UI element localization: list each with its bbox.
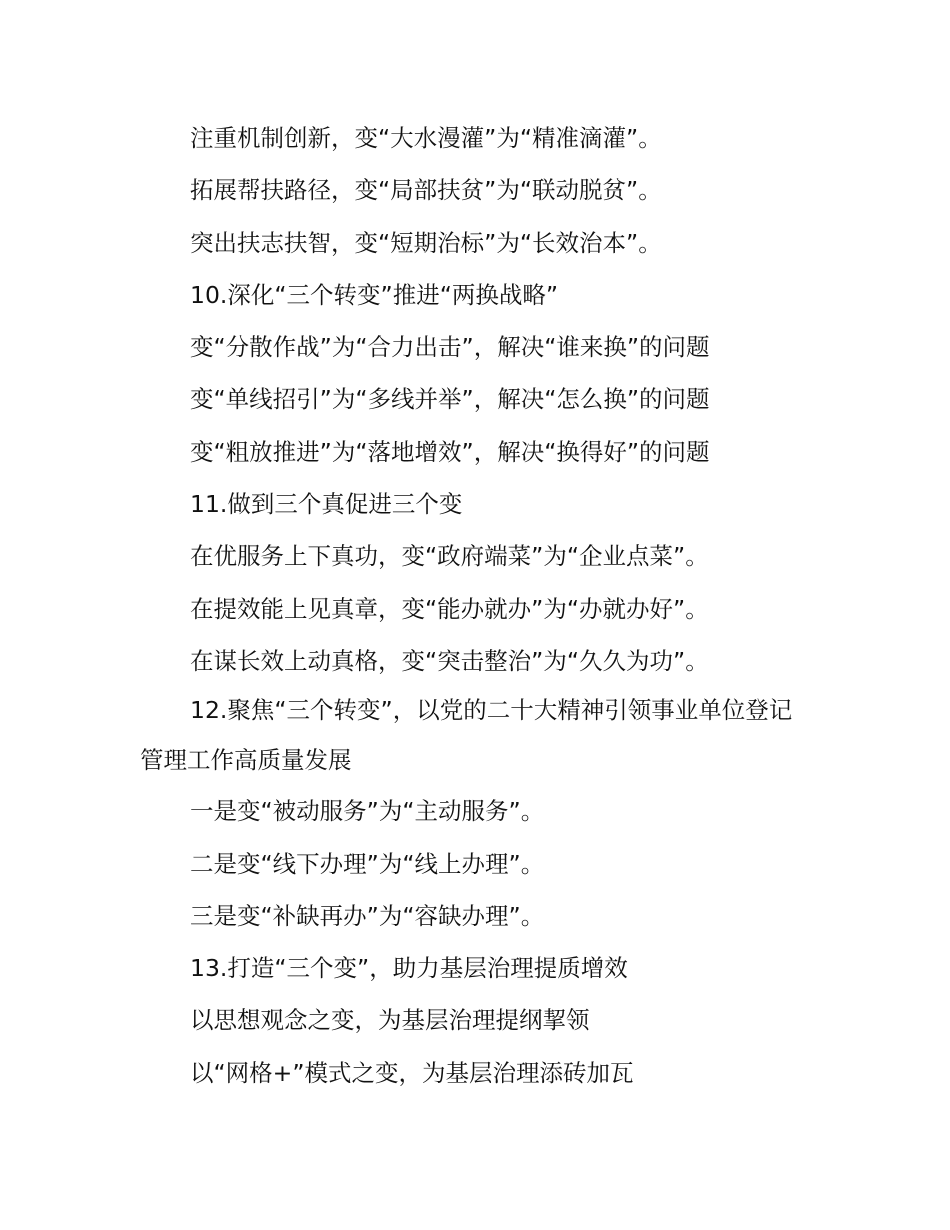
paragraph: 拓展帮扶路径，变“局部扶贫”为“联动脱贫”。: [190, 176, 662, 205]
paragraph: 变“分散作战”为“合力出击”，解决“谁来换”的问题: [190, 333, 710, 362]
paragraph: 在优服务上下真功，变“政府端菜”为“企业点菜”。: [190, 542, 709, 571]
paragraph: 在谋长效上动真格，变“突击整治”为“久久为功”。: [190, 646, 709, 675]
paragraph: 一是变“被动服务”为“主动服务”。: [190, 797, 545, 826]
paragraph: 以“网格+”模式之变，为基层治理添砖加瓦: [190, 1058, 634, 1087]
paragraph: 以思想观念之变，为基层治理提纲挈领: [190, 1006, 590, 1035]
paragraph: 变“粗放推进”为“落地增效”，解决“换得好”的问题: [190, 437, 710, 466]
section-heading: 10.深化“三个转变”推进“两换战略”: [190, 280, 559, 309]
section-heading: 11.做到三个真促进三个变: [190, 490, 463, 519]
paragraph: 在提效能上见真章，变“能办就办”为“办就办好”。: [190, 594, 709, 623]
paragraph: 突出扶志扶智，变“短期治标”为“长效治本”。: [190, 228, 662, 257]
paragraph: 注重机制创新，变“大水漫灌”为“精准滴灌”。: [190, 124, 662, 152]
paragraph: 二是变“线下办理”为“线上办理”。: [190, 849, 545, 878]
document-body: [140, 112, 812, 1099]
section-heading: 13.打造“三个变”，助力基层治理提质增效: [190, 954, 628, 983]
section-heading: 12.聚焦“三个转变”，以党的二十大精神引领事业单位登记管理工作高质量发展: [140, 696, 793, 775]
paragraph: 变“单线招引”为“多线并举”，解决“怎么换”的问题: [190, 385, 710, 414]
paragraph: 三是变“补缺再办”为“容缺办理”。: [190, 901, 545, 930]
